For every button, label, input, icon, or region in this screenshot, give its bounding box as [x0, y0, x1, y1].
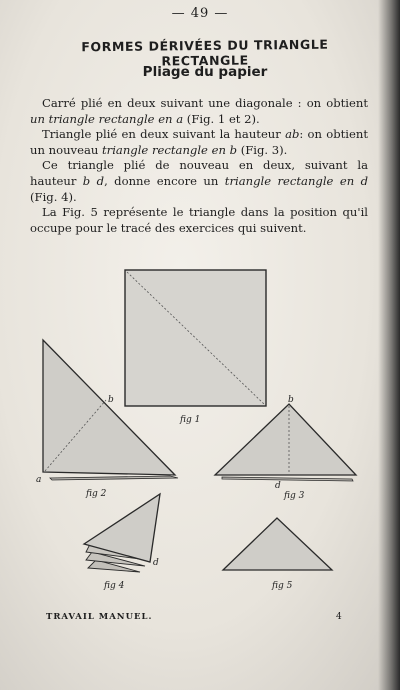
- label-d-fig3: d: [275, 481, 281, 491]
- figure-5-triangle: [223, 518, 332, 591]
- page-title: FORMES DÉRIVÉES DU TRIANGLE RECTANGLE: [81, 36, 329, 69]
- page-number: — 49 —: [171, 6, 229, 21]
- paragraph-4: La Fig. 5 représente le triangle dans la position qu'il occupe pour le tracé des exercices qui suivent.: [30, 205, 368, 235]
- label-a: a: [36, 475, 42, 485]
- figure-1-square: [125, 270, 266, 425]
- figure-3-caption: fig 3: [284, 491, 305, 501]
- paragraph-3: Ce triangle plié de nouveau en deux, suivant la hauteur b d, donne encore un triangle rectangle en d (Fig. 4).: [30, 158, 368, 204]
- label-d-fig4: d: [153, 558, 159, 568]
- paragraph-1: Carré plié en deux suivant une diagonale : on obtient un triangle rectangle en a (Fig. 1 et 2).: [30, 96, 368, 126]
- footer-book-title: TRAVAIL MANUEL.: [46, 612, 153, 622]
- label-b-fig2: b: [108, 395, 114, 405]
- footer-signature-number: 4: [336, 612, 342, 622]
- figure-2-caption: fig 2: [86, 489, 107, 499]
- label-b-fig3: b: [288, 395, 294, 405]
- figure-4-caption: fig 4: [104, 581, 125, 591]
- section-subtitle: Pliage du papier: [142, 64, 268, 80]
- figure-4-triangles: [84, 494, 160, 591]
- figure-5-caption: fig 5: [272, 581, 293, 591]
- body-text: [30, 96, 368, 236]
- figure-1-caption: fig 1: [180, 415, 201, 425]
- paragraph-2: Triangle plié en deux suivant la hauteur ab: on obtient un nouveau triangle rectangle en b (Fig. 3).: [30, 127, 368, 157]
- folding-figures: [0, 260, 400, 600]
- figure-3-triangle: [215, 395, 356, 501]
